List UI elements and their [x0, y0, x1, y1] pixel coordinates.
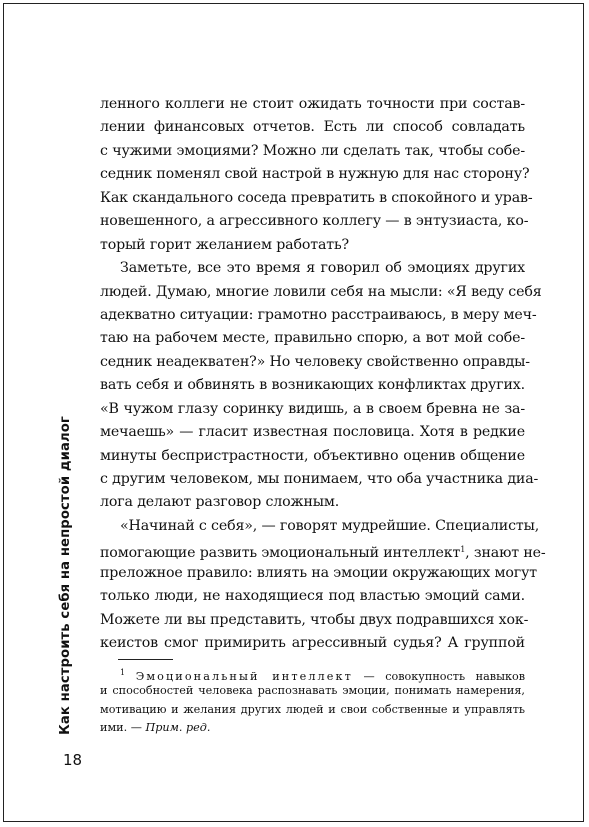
text-line: лога делают разговор сложным. — [100, 494, 340, 511]
page-number: 18 — [63, 751, 83, 769]
footnote-ref: 1 — [460, 545, 466, 555]
text-line: Как скандального соседа превратить в спокойного и урав- — [100, 189, 533, 206]
footnote-line — [100, 664, 525, 682]
editor-note: Прим. ред. — [145, 720, 211, 734]
footnote-divider — [118, 659, 173, 660]
text-line: с чужими эмоциями? Можно ли сделать так, чтобы собе- — [100, 142, 525, 159]
text-line: седник поменял свой настрой в нужную для нас сторону? — [100, 166, 530, 183]
text-line: лении финансовых отчетов. Есть ли способ совладать — [100, 119, 525, 136]
text-line: с другим человеком, мы понимаем, что оба участника диа- — [100, 471, 539, 487]
text-line: мечаешь» — гласит известная пословица. Хотя в редкие — [100, 424, 525, 441]
text-fragment: — совокупность навыков — [352, 670, 526, 683]
text-line: только люди, не находящиеся под властью эмоций сами. — [100, 588, 525, 605]
text-line: Заметьте, все это время я говорил об эмоциях других — [120, 260, 525, 277]
text-fragment: , знают не- — [465, 545, 546, 562]
text-line: минуты беспристрастности, объективно оценив общение — [100, 447, 525, 464]
text-line: преложное правило: влиять на эмоции окружающих могут — [100, 564, 537, 581]
text-fragment: помогающие развить эмоциональный интеллект — [100, 545, 461, 562]
text-line: ленного коллеги не стоит ожидать точности при состав- — [100, 96, 525, 112]
footnote-mark: 1 — [120, 668, 126, 677]
footnote-line: и способностей человека распознавать эмоции, понимать намерения, — [100, 684, 525, 698]
text-fragment: ими. — — [100, 720, 146, 734]
text-line: таю на рабочем месте, правильно спорю, а вот мой собе- — [100, 330, 525, 347]
running-head: Как настроить себя на непростой диалог — [58, 416, 73, 735]
footnote — [100, 664, 525, 737]
footnote-line: мотивацию и желания других людей и свои собственные и управлять — [100, 702, 525, 716]
text-line: людей. Думаю, многие ловили себя на мысли: «Я веду себя — [100, 283, 542, 300]
text-line: седник неадекватен?» Но человеку свойственно оправды- — [100, 353, 530, 370]
footnote-term: Эмоциональный интеллект — [135, 670, 353, 683]
text-line: «Начинай с себя», — говорят мудрейшие. Специалисты, — [120, 517, 540, 534]
text-line-with-footnote-ref — [100, 538, 546, 562]
footnote-line — [100, 719, 525, 737]
text-line: Можете ли вы представить, чтобы двух подравшихся хок- — [100, 611, 529, 628]
text-line: адекватно ситуации: грамотно расстраиваюсь, в меру меч- — [100, 306, 537, 323]
body-text — [100, 93, 546, 656]
text-line: вать себя и обвинять в возникающих конфликтах других. — [100, 377, 525, 394]
text-line: новешенного, а агрессивного коллегу — в энтузиаста, ко- — [100, 213, 529, 230]
text-line: «В чужом глазу соринку видишь, а в своем бревна не за- — [100, 400, 525, 417]
text-line: кеистов смог примирить агрессивный судья? А группой — [100, 635, 525, 652]
text-line: торый горит желанием работать? — [100, 236, 349, 253]
